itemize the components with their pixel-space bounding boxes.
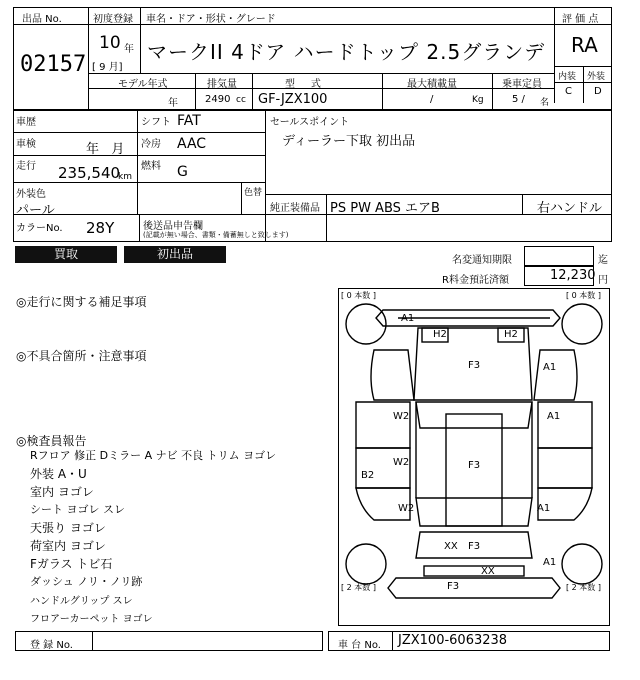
displacement: 2490 [205, 94, 231, 105]
ac: AAC [177, 136, 207, 152]
fuel-label: 燃料 [141, 161, 161, 172]
trunk-xx-code: XX [444, 541, 458, 552]
inspector-line: 外装 A・U [30, 467, 87, 481]
max-load-label: 最大積載量 [407, 79, 457, 90]
transfer-deadline-box [524, 246, 594, 266]
mileage: 235,540 [58, 164, 121, 182]
color-no: 28Y [86, 219, 115, 237]
inspector-line: 荷室内 ヨゴレ [30, 539, 106, 553]
color-no-label: カラーNo. [16, 223, 63, 234]
rear-door-right-code: A1 [537, 503, 551, 514]
mileage-unit: km [118, 172, 132, 182]
inspection-value: 年 月 [86, 142, 125, 157]
first-listing-tag: 初出品 [124, 246, 226, 263]
car-name-label: 車名・ドア・形状・グレード [146, 14, 276, 25]
transfer-deadline-label: 名変通知期限 [452, 255, 512, 266]
headlight-right-code: H2 [504, 329, 518, 340]
rear-quarter-right-code: A1 [543, 557, 557, 568]
interior-grade: C [565, 86, 572, 97]
registration-number-label: 登 録 No. [30, 640, 73, 651]
steering: 右ハンドル [537, 201, 603, 216]
defects-label: ◎不具合箇所・注意事項 [16, 349, 147, 363]
post-document-note: (記載が無い場合、書類・備蓄無しと致します) [143, 231, 289, 239]
color-change-label: 色替 [244, 188, 263, 198]
model-type: GF-JZX100 [258, 92, 328, 107]
inspector-line: ハンドルグリップ スレ [30, 596, 133, 607]
rear-door-left-code: W2 [393, 457, 410, 468]
history-label: 車歴 [16, 117, 36, 128]
inspector-line: シート ヨゴレ スレ [30, 503, 125, 516]
ac-label: 冷房 [141, 139, 161, 150]
tire-rear-left-label: [ 2 本数 ] [341, 583, 376, 592]
mileage-label: 走行 [16, 161, 36, 172]
inspector-line: 天張り ヨゴレ [30, 521, 106, 535]
exterior-color-label: 外装色 [16, 189, 46, 200]
trunk-f3-code: F3 [468, 541, 481, 552]
equipment-label: 純正装備品 [270, 203, 320, 214]
rating-label: 評 価 点 [562, 14, 599, 25]
max-load: / [430, 94, 434, 105]
displacement-unit: cc [236, 95, 246, 105]
shift-label: シフト [141, 117, 171, 128]
tire-rear-right-label: [ 2 本数 ] [566, 583, 601, 592]
tire-front-left-label: [ 0 本数 ] [341, 291, 376, 300]
car-name: マークII 4ドア ハードトップ 2.5グランデ [147, 40, 546, 64]
driving-remarks-label: ◎走行に関する補足事項 [16, 295, 147, 309]
first-registration-year: 10 [99, 33, 121, 53]
lot-number: 02157 [20, 52, 87, 77]
capacity-unit: 名 [540, 98, 550, 108]
lot-number-label: 出品 No. [22, 14, 62, 25]
front-door-right-code: A1 [547, 411, 561, 422]
rear-bumper-xx-code: XX [481, 566, 495, 577]
interior-label: 内装 [558, 72, 577, 82]
shift: FAT [177, 113, 201, 129]
first-registration-year-unit: 年 [124, 44, 134, 55]
inspector-line: Fガラス トビ石 [30, 557, 113, 571]
car-diagram-drawing [338, 288, 610, 626]
inspector-report-label: ◎検査員報告 [16, 434, 87, 448]
exterior-color: パール [16, 203, 55, 218]
front-door-left-code: W2 [393, 411, 410, 422]
recycle-fee-label: R料金預託済額 [442, 275, 509, 286]
inspector-line: 室内 ヨゴレ [30, 485, 94, 499]
rating: RA [571, 33, 598, 57]
recycle-fee: 12,230 [550, 268, 596, 283]
transfer-deadline-unit: 迄 [598, 255, 608, 266]
equipment: PS PW ABS エアB [330, 201, 440, 216]
sales-point-label: セールスポイント [270, 117, 350, 128]
capacity: 5 / [512, 94, 525, 105]
exterior-label: 外装 [587, 72, 606, 82]
model-year-label: モデル年式 [118, 79, 168, 90]
rear-door-left-lower-code: W2 [398, 503, 415, 514]
model-year-unit: 年 [168, 98, 178, 109]
roof-code: F3 [468, 460, 481, 471]
displacement-label: 排気量 [207, 79, 237, 90]
capacity-label: 乗車定員 [502, 79, 542, 90]
hood-code: F3 [468, 360, 481, 371]
exterior-grade: D [594, 86, 602, 97]
front-right-fender-code: A1 [543, 362, 557, 373]
inspector-line: ダッシュ ノリ・ノリ跡 [30, 575, 143, 588]
post-document-label: 後送品申告欄 [143, 221, 203, 232]
chassis-number-label: 車 台 No. [338, 640, 381, 651]
front-bumper-code: A1 [401, 313, 415, 324]
buy-tag: 買取 [15, 246, 117, 263]
rear-quarter-left-code: B2 [361, 470, 375, 481]
sales-point: ディーラー下取 初出品 [282, 134, 416, 149]
headlight-left-code: H2 [433, 329, 447, 340]
recycle-fee-unit: 円 [598, 275, 608, 286]
rear-bumper-f3-code: F3 [447, 581, 460, 592]
chassis-number: JZX100-6063238 [398, 633, 508, 648]
inspector-line: Rフロア 修正 Dミラー A ナビ 不良 トリム ヨゴレ [30, 449, 277, 462]
inspection-label: 車検 [16, 139, 36, 150]
type-label: 型 式 [285, 79, 321, 90]
first-registration-month: [ 9 月] [92, 62, 123, 73]
first-registration-label: 初度登録 [93, 14, 133, 25]
tire-front-right-label: [ 0 本数 ] [566, 291, 601, 300]
max-load-unit: Kg [472, 95, 484, 105]
inspector-line: フロアーカーペット ヨゴレ [30, 614, 153, 625]
fuel: G [177, 164, 188, 180]
